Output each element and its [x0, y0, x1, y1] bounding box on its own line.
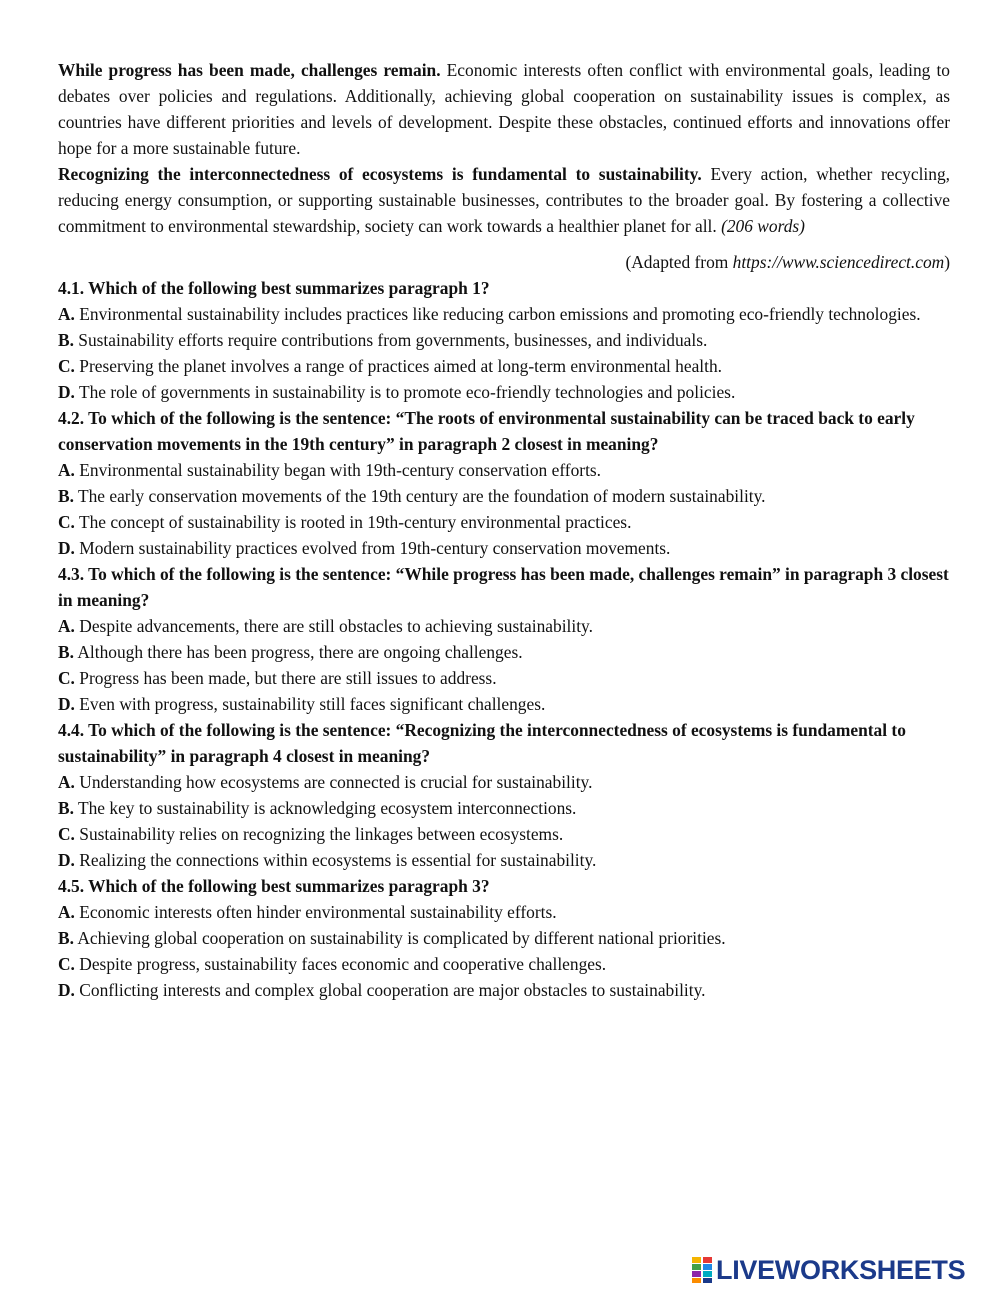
option-text: Progress has been made, but there are still issues to address. [74, 668, 497, 688]
option-letter: C. [58, 512, 75, 532]
answer-option [58, 535, 950, 561]
liveworksheets-logo [692, 1255, 965, 1285]
answer-option [58, 509, 950, 535]
question-stem: 4.1. Which of the following best summarizes paragraph 1? [58, 278, 490, 298]
paragraph-4-body: Every action, whether recycling, reducing energy consumption, or supporting sustainable businesses, contributes to the broader goal. By fostering a collective commitment to environmental stewardship, society can work towards a healthier planet for all. [58, 164, 950, 236]
option-text: Even with progress, sustainability still faces significant challenges. [74, 694, 546, 714]
option-letter: D. [58, 382, 75, 402]
answer-option [58, 639, 950, 665]
answer-option [58, 821, 950, 847]
option-letter: C. [58, 668, 75, 688]
question-stem: 4.3. To which of the following is the sentence: “While progress has been made, challenges remain” in paragraph 3 closest in meaning? [58, 564, 949, 610]
answer-option [58, 483, 950, 509]
option-text: Sustainability efforts require contributions from governments, businesses, and individuals. [73, 330, 708, 350]
answer-option [58, 353, 950, 379]
source-url: https://www.sciencedirect.com [732, 252, 945, 272]
answer-option [58, 691, 950, 717]
answer-option [58, 925, 950, 951]
answer-option [58, 665, 950, 691]
option-text: Understanding how ecosystems are connected is crucial for sustainability. [74, 772, 593, 792]
question-4 [58, 717, 950, 873]
option-text: Achieving global cooperation on sustainability is complicated by different national priorities. [73, 928, 726, 948]
source-suffix: ) [944, 252, 950, 272]
option-letter: D. [58, 980, 75, 1000]
option-letter: C. [58, 954, 75, 974]
source-citation [58, 249, 950, 275]
answer-option [58, 769, 950, 795]
answer-option [58, 327, 950, 353]
paragraph-3-body: Economic interests often conflict with environmental goals, leading to debates over policies and regulations. Additionally, achieving global cooperation on sustainability issues is complex, as countries have different priorities and levels of development. Despite these obstacles, continued efforts and innovations offer hope for a more sustainable future. [58, 60, 950, 158]
question-stem: 4.2. To which of the following is the sentence: “The roots of environmental sustainability can be traced back to early conservation movements in the 19th century” in paragraph 2 closest in meaning? [58, 408, 915, 454]
option-letter: D. [58, 694, 75, 714]
option-text: Sustainability relies on recognizing the linkages between ecosystems. [74, 824, 564, 844]
word-count: (206 words) [721, 216, 805, 236]
answer-option [58, 847, 950, 873]
answer-option [58, 301, 950, 327]
option-text: Despite advancements, there are still obstacles to achieving sustainability. [74, 616, 593, 636]
option-letter: D. [58, 538, 75, 558]
answer-option [58, 951, 950, 977]
answer-option [58, 795, 950, 821]
option-text: Environmental sustainability began with 19th-century conservation efforts. [74, 460, 602, 480]
paragraph-3 [58, 57, 950, 161]
questions-list [58, 275, 950, 1003]
paragraph-3-lead: While progress has been made, challenges remain. [58, 60, 441, 80]
option-text: Economic interests often hinder environmental sustainability efforts. [74, 902, 557, 922]
question-5 [58, 873, 950, 1003]
option-text: Realizing the connections within ecosystems is essential for sustainability. [74, 850, 597, 870]
option-letter: B. [58, 330, 74, 350]
option-text: The key to sustainability is acknowledging ecosystem interconnections. [73, 798, 577, 818]
option-text: Conflicting interests and complex global cooperation are major obstacles to sustainability. [74, 980, 706, 1000]
answer-option [58, 457, 950, 483]
option-letter: B. [58, 798, 74, 818]
option-text: Preserving the planet involves a range of practices aimed at long-term environmental health. [74, 356, 723, 376]
question-stem: 4.4. To which of the following is the sentence: “Recognizing the interconnectedness of ecosystems is fundamental to sustainability” in paragraph 4 closest in meaning? [58, 720, 906, 766]
liveworksheets-logo-text: LIVEWORKSHEETS [716, 1255, 966, 1285]
option-letter: C. [58, 824, 75, 844]
answer-option [58, 613, 950, 639]
option-text: The early conservation movements of the 19th century are the foundation of modern sustainability. [73, 486, 766, 506]
option-letter: A. [58, 460, 75, 480]
option-text: Modern sustainability practices evolved from 19th-century conservation movements. [74, 538, 671, 558]
question-3 [58, 561, 950, 717]
option-text: Despite progress, sustainability faces economic and cooperative challenges. [74, 954, 607, 974]
option-letter: B. [58, 928, 74, 948]
option-text: The role of governments in sustainability is to promote eco-friendly technologies and policies. [74, 382, 736, 402]
option-letter: B. [58, 642, 74, 662]
paragraph-4-lead: Recognizing the interconnectedness of ecosystems is fundamental to sustainability. [58, 164, 702, 184]
option-text: Although there has been progress, there are ongoing challenges. [73, 642, 523, 662]
option-letter: A. [58, 304, 75, 324]
answer-option [58, 977, 950, 1003]
option-letter: C. [58, 356, 75, 376]
option-text: Environmental sustainability includes practices like reducing carbon emissions and promoting eco-friendly technologies. [74, 304, 921, 324]
option-letter: A. [58, 772, 75, 792]
question-2 [58, 405, 950, 561]
answer-option [58, 899, 950, 925]
paragraph-4 [58, 161, 950, 239]
worksheet-page [58, 57, 950, 1003]
option-letter: D. [58, 850, 75, 870]
option-text: The concept of sustainability is rooted in 19th-century environmental practices. [74, 512, 632, 532]
source-prefix: (Adapted from [625, 252, 733, 272]
option-letter: B. [58, 486, 74, 506]
question-stem: 4.5. Which of the following best summarizes paragraph 3? [58, 876, 490, 896]
answer-option [58, 379, 950, 405]
option-letter: A. [58, 902, 75, 922]
liveworksheets-logo-icon [692, 1257, 712, 1283]
option-letter: A. [58, 616, 75, 636]
question-1 [58, 275, 950, 405]
